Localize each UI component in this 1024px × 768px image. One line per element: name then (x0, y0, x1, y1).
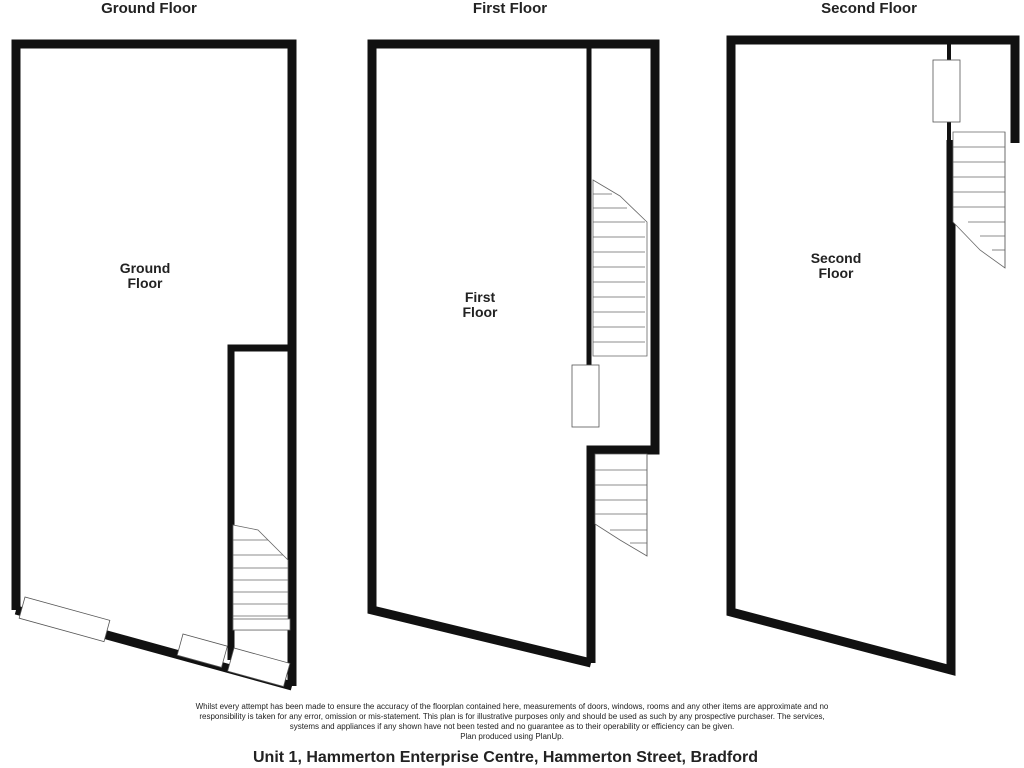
second-floor-window (933, 60, 960, 122)
first-floor-window (572, 365, 599, 427)
front-door (177, 634, 227, 667)
second-floor-staircase (953, 132, 1005, 268)
ground-floor-room-label-line1: Ground (119, 260, 171, 276)
property-address: Unit 1, Hammerton Enterprise Centre, Hammerton Street, Bradford (253, 749, 758, 766)
first-floor-plan (372, 44, 655, 663)
first-floor-room-label-line2: Floor (462, 304, 498, 320)
disclaimer-line: Whilst every attempt has been made to ensure the accuracy of the floorplan contained here, measurements of doors, windows, rooms and any other items are approximate and no (195, 702, 829, 711)
first-floor-staircase-lower (595, 454, 647, 556)
front-window-left (19, 597, 110, 642)
ground-floor-room-label-line2: Floor (127, 275, 163, 291)
ground-floor-plan (16, 44, 292, 687)
ground-floor-staircase (233, 525, 290, 630)
disclaimer (160, 702, 864, 742)
disclaimer-line: Plan produced using PlanUp. (460, 732, 564, 741)
first-floor-staircase-upper (593, 180, 647, 356)
first-floor-room-label-line1: First (464, 289, 496, 305)
second-floor-plan (731, 40, 1015, 670)
second-floor-room-label-line1: Second (810, 250, 862, 266)
second-floor-room-label-line2: Floor (818, 265, 854, 281)
ground-floor-title: Ground Floor (101, 0, 197, 17)
disclaimer-line: systems and appliances if any shown have not been tested and no guarantee as to their operability or efficiency can be given. (289, 722, 735, 731)
disclaimer-line: responsibility is taken for any error, omission or mis-statement. This plan is for illustrative purposes only and should be used as such by any prospective purchaser. The services, (199, 712, 825, 721)
first-floor-title: First Floor (472, 0, 548, 17)
second-floor-title: Second Floor (821, 0, 917, 17)
